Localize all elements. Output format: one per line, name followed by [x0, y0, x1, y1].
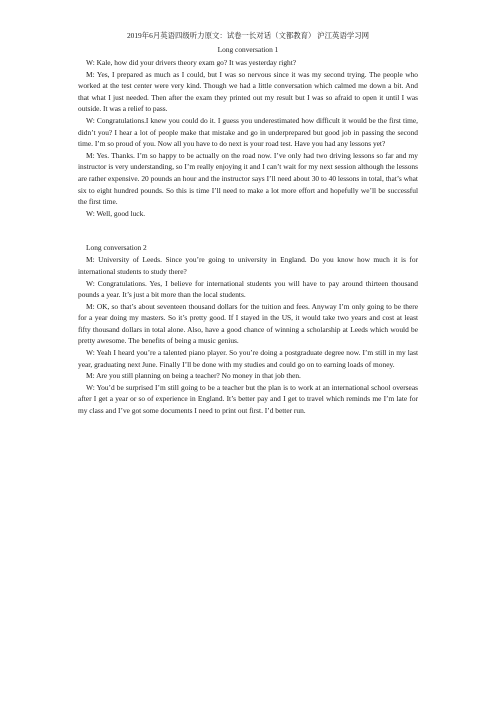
conversation-1-heading: Long conversation 1 — [217, 45, 279, 54]
paragraph: W: Well, good luck. — [86, 208, 146, 218]
paragraph: M: Yes. Thanks. I’m so happy to be actually on the road now. I’ve only had two driving lessons so far and my instructor is very understanding, so I’m really enjoying it and I can’t wait for my next session although the lessons are rather expensive. 20 pounds an hour and the instructor says I’ll need about 30 to 40 lessons in total, that’s what six to eight hundred pounds. So this is time I’ll need to make a lot more effort and hopefully we’ll be successful the first time. — [78, 150, 418, 207]
document-title: 2019年6月英语四级听力原文：试卷一长对话（文都教育） 沪江英语学习网 — [126, 31, 370, 40]
paragraph: W: You’d be surprised I’m still going to be a teacher but the plan is to work at an international school overseas after I get a year or so of experience in England. It’s better pay and I get to travel which reminds me I’m late for my class and I’ve got some documents I need to print out first. I’d better run. — [78, 382, 418, 416]
paragraph: M: Yes, I prepared as much as I could, but I was so nervous since it was my second trying. The people who worked at the test center were very kind. Though we had a little conversation which calmed me down a bit. And that what I just needed. Then after the exam they printed out my result but I was so afraid to open it until I was outside. It was a relief to pass. — [78, 69, 418, 114]
paragraph: W: Congratulations.I knew you could do it. I guess you underestimated how difficult it would be the first time, didn’t you? I hear a lot of people make that mistake and go in underprepared but good job in passing the second time. I’m so proud of you. Now all you have to do next is your road test. Have you had any lessons yet? — [78, 115, 418, 149]
paragraph: W: Yeah I heard you’re a talented piano player. So you’re doing a postgraduate degree now. I’m still in my last year, graduating next June. Finally I’ll be done with my studies and could go on to earning loads of money. — [78, 348, 418, 369]
spacer — [78, 219, 418, 230]
paragraph: W: Congratulations. Yes, I believe for international students you will have to pay around thirteen thousand pounds a year. It’s just a bit more than the local students. — [78, 278, 418, 300]
paragraph: M: University of Leeds. Since you’re going to university in England. Do you know how much it is for international students to study there? — [78, 255, 418, 276]
paragraph: M: OK, so that’s about seventeen thousand dollars for the tuition and fees. Anyway I’m only going to be there for a year doing my masters. So it’s pretty good. If I stayed in the US, it would take two years and cost at least fifty thousand dollars in total alone. Also, have a good chance of winning a scholarship at Leeds which would be pretty awesome. The benefits of being a music genius. — [78, 301, 418, 346]
conversation-2-heading: Long conversation 2 — [86, 243, 147, 253]
paragraph: M: Are you still planning on being a teacher? No money in that job then. — [86, 371, 301, 381]
paragraph: W: Kale, how did your drivers theory exam go? It was yesterday right? — [86, 58, 297, 67]
